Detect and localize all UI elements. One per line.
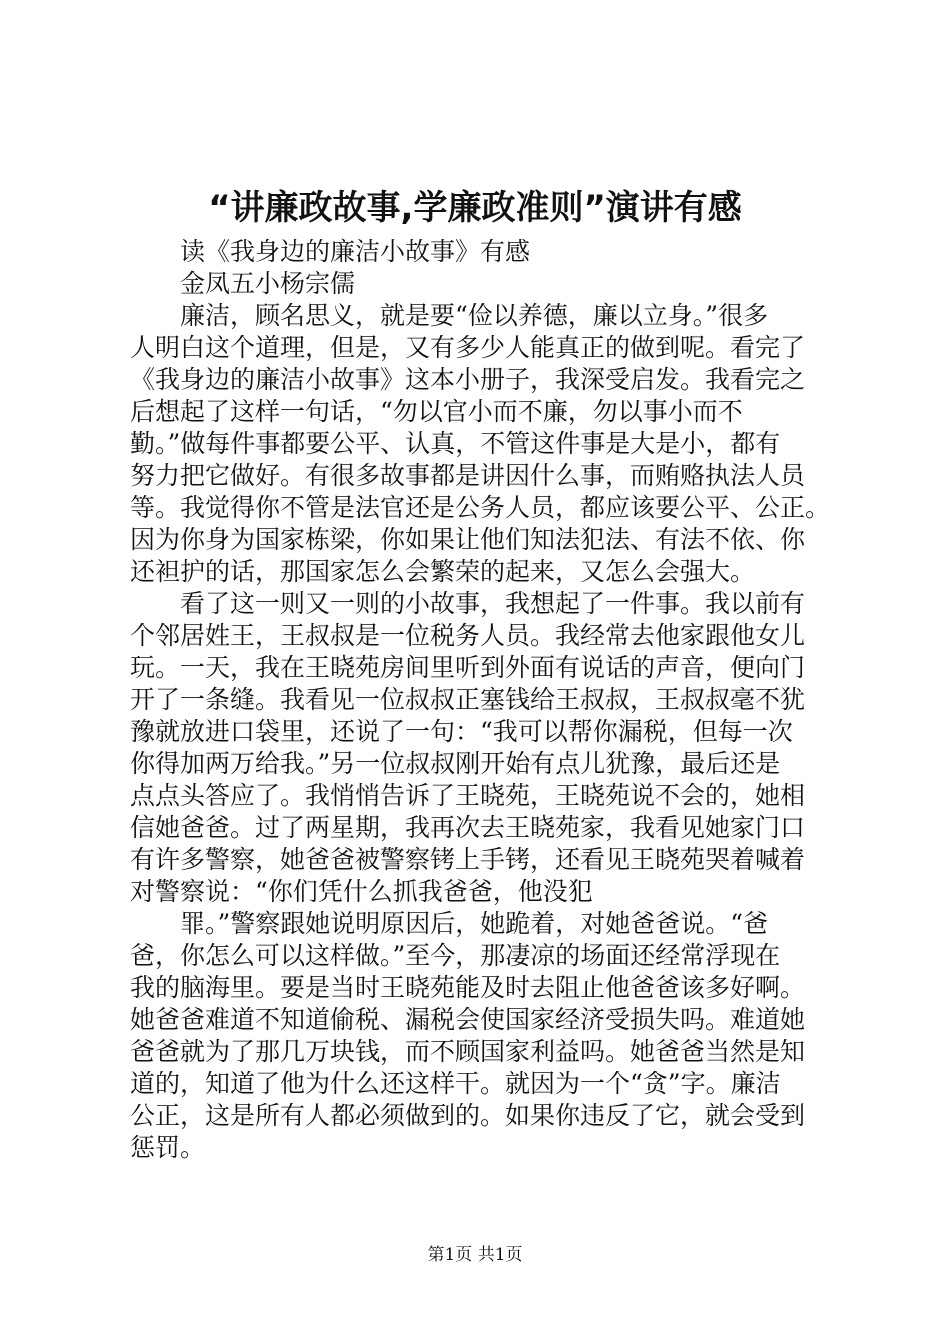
paragraph-2-line: 点点头答应了。我悄悄告诉了王晓苑，王晓苑说不会的，她相 (130, 781, 806, 810)
paragraph-3-line: 惩罚。 (130, 1133, 206, 1162)
paragraph-1-line: 勤。”做每件事都要公平、认真，不管这件事是大是小，都有 (130, 429, 781, 458)
paragraph-2-line: 有许多警察，她爸爸被警察铐上手铐，还看见王晓苑哭着喊着 (130, 845, 806, 874)
author-line: 金凤五小杨宗儒 (180, 269, 356, 298)
page-footer: 第1页 共1页 (427, 1245, 523, 1265)
subtitle: 读《我身边的廉洁小故事》有感 (180, 237, 531, 266)
paragraph-2-line: 豫就放进口袋里，还说了一句：“我可以帮你漏税，但每一次 (130, 717, 793, 746)
document-body (130, 236, 830, 1164)
paragraph-1-line: 等。我觉得你不管是法官还是公务人员，都应该要公平、公正。 (130, 493, 830, 522)
paragraph-1-line: 因为你身为国家栋梁，你如果让他们知法犯法、有法不依、你 (130, 525, 806, 554)
paragraph-2-line: 看了这一则又一则的小故事，我想起了一件事。我以前有 (180, 589, 806, 618)
paragraph-2-line: 玩。一天，我在王晓苑房间里听到外面有说话的声音，便向门 (130, 653, 806, 682)
paragraph-1-line: 后想起了这样一句话，“勿以官小而不廉，勿以事小而不 (130, 397, 743, 426)
paragraph-2-line: 你得加两万给我。”另一位叔叔刚开始有点儿犹豫，最后还是 (130, 749, 781, 778)
paragraph-1-line: 《我身边的廉洁小故事》这本小册子，我深受启发。我看完之 (130, 365, 806, 394)
paragraph-2-line: 个邻居姓王，王叔叔是一位税务人员。我经常去他家跟他女儿 (130, 621, 806, 650)
paragraph-3-line: 罪。”警察跟她说明原因后，她跪着，对她爸爸说。“爸 (180, 909, 769, 938)
paragraph-3-line: 道的，知道了他为什么还这样干。就因为一个“贪”字。廉洁 (130, 1069, 781, 1098)
paragraph-1-line: 人明白这个道理，但是，又有多少人能真正的做到呢。看完了 (130, 333, 806, 362)
paragraph-2-line: 对警察说：“你们凭什么抓我爸爸，他没犯 (130, 877, 593, 906)
paragraph-2-line: 开了一条缝。我看见一位叔叔正塞钱给王叔叔，王叔叔毫不犹 (130, 685, 806, 714)
page-title: “讲廉政故事,学廉政准则”演讲有感 (208, 188, 742, 228)
paragraph-3-line: 爸爸就为了那几万块钱，而不顾国家利益吗。她爸爸当然是知 (130, 1037, 806, 1066)
paragraph-2-line: 信她爸爸。过了两星期，我再次去王晓苑家，我看见她家门口 (130, 813, 806, 842)
paragraph-3-line: 我的脑海里。要是当时王晓苑能及时去阻止他爸爸该多好啊。 (130, 973, 806, 1002)
paragraph-1-line: 廉洁，顾名思义，就是要“俭以养德，廉以立身。”很多 (180, 301, 769, 330)
paragraph-1-line: 努力把它做好。有很多故事都是讲因什么事，而贿赂执法人员 (130, 461, 806, 490)
paragraph-3-line: 她爸爸难道不知道偷税、漏税会使国家经济受损失吗。难道她 (130, 1005, 806, 1034)
paragraph-3-line: 爸，你怎么可以这样做。”至今，那凄凉的场面还经常浮现在 (130, 941, 781, 970)
paragraph-1-line: 还袒护的话，那国家怎么会繁荣的起来，又怎么会强大。 (130, 557, 756, 586)
paragraph-3-line: 公正，这是所有人都必须做到的。如果你违反了它，就会受到 (130, 1101, 806, 1130)
